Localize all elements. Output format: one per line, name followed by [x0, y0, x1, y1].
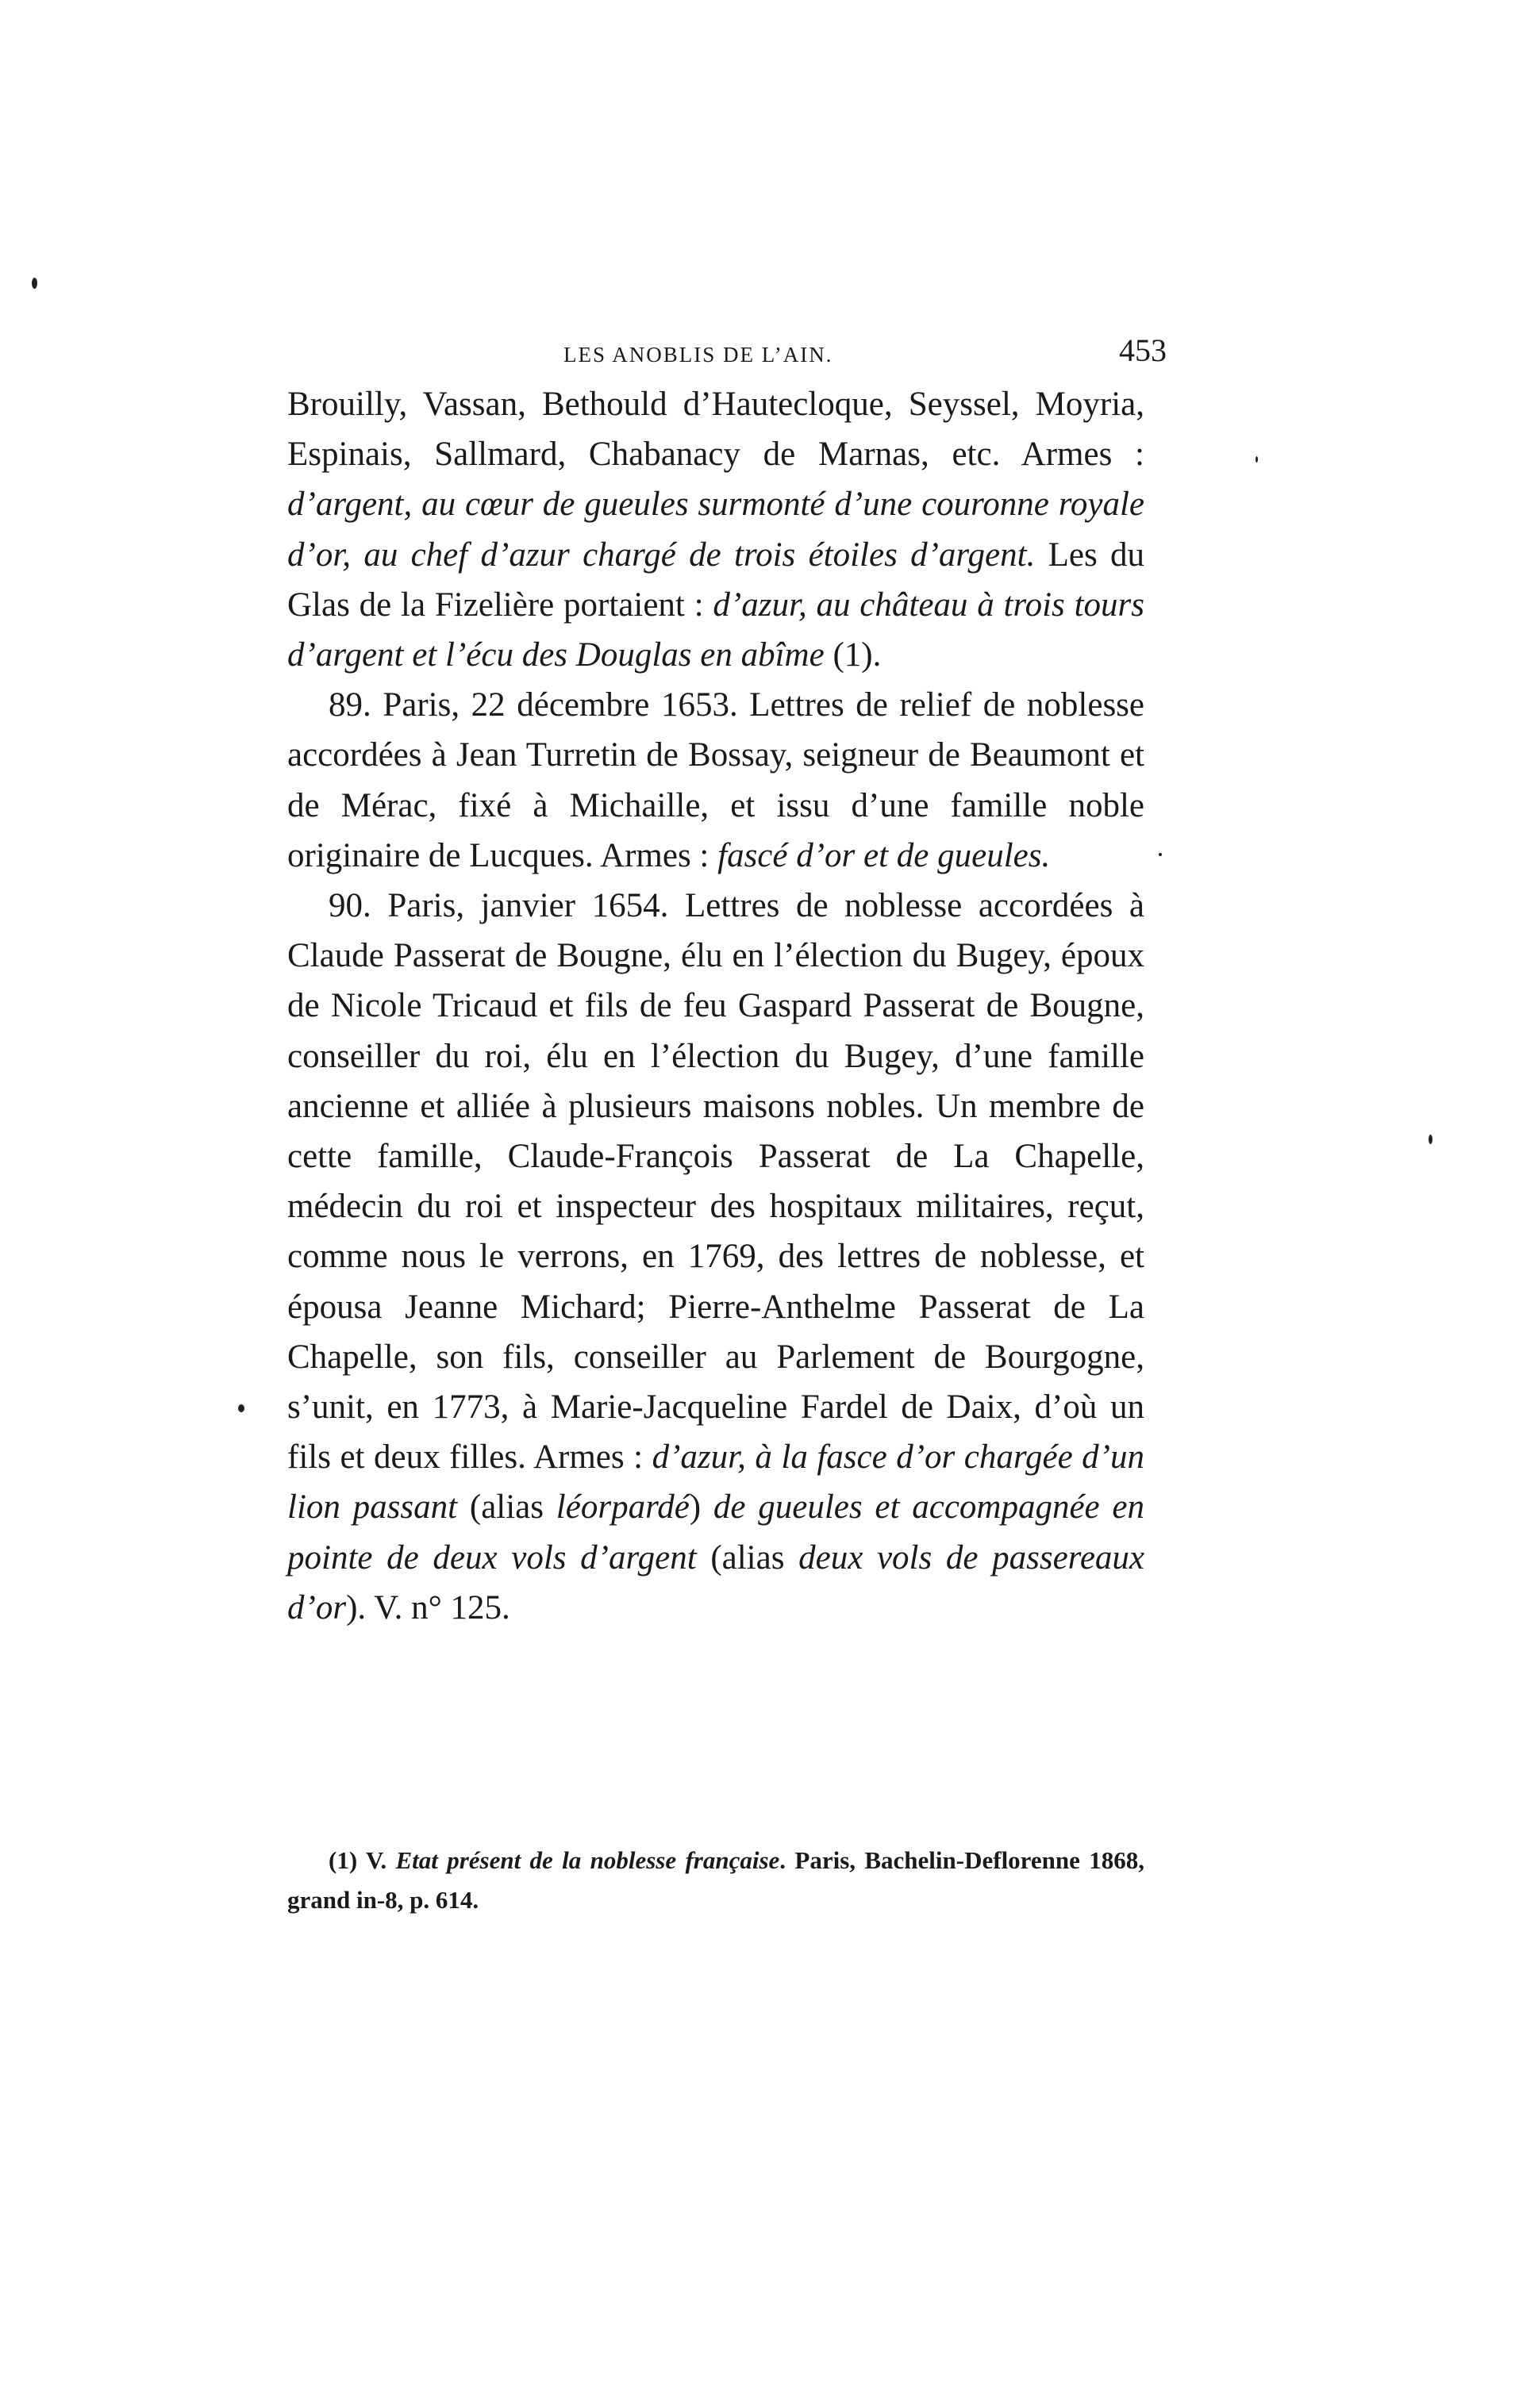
paragraph-90-blazon-d: léorpardé: [556, 1488, 690, 1527]
footnote-1: [287, 1841, 1144, 1920]
paragraph-1-blazon-a: d’argent, au cœur de gueules surmonté d’une couronne royale d’or, au chef d’azur chargé de trois étoiles d’argent.: [287, 486, 1144, 574]
scan-speck: [1159, 853, 1162, 856]
running-head: [286, 332, 1167, 379]
scan-speck: [32, 278, 37, 289]
page-number: 453: [1119, 332, 1167, 368]
paragraph-1-text-e: (1).: [824, 636, 882, 674]
paragraph-90: [287, 881, 1144, 1633]
paragraph-1-text-a: Brouilly, Vassan, Bethould d’Hautecloque, Seyssel, Moyria, Espinais, Sallmard, Chabanacy de Marnas, etc. Armes :: [287, 386, 1144, 474]
paragraph-1-text-c: Les du Glas de la Fizelière portaient :: [287, 536, 1144, 624]
scan-speck: [1256, 456, 1258, 463]
paragraph-89: [287, 680, 1144, 881]
paragraph-1-blazon-d: d’azur, au château à trois tours d’argent et l’écu des Douglas en abîme: [287, 586, 1144, 674]
paragraph-90-text-g: (alias: [696, 1538, 799, 1577]
paragraph-89-blazon: fascé d’or et de gueules.: [717, 836, 1051, 874]
running-title: LES ANOBLIS DE L’AIN.: [563, 343, 833, 367]
paragraph-90-blazon-h: deux vols de passereaux d’or: [287, 1538, 1144, 1626]
footnote-work-title: Etat présent de la noblesse française: [395, 1846, 780, 1874]
paragraph-continuation: [287, 379, 1144, 680]
footnote-text-a: (1) V.: [329, 1846, 396, 1874]
paragraph-90-text-e: ): [689, 1488, 713, 1527]
paragraph-90-text-a: 90. Paris, janvier 1654. Lettres de noblesse accordées à Claude Passerat de Bougne, élu en l’élection du Bugey, époux de Nicole Tricaud et fils de feu Gaspard Passerat de Bougne, conseiller du roi, élu en l’élection du Bugey, d’une famille ancienne et alliée à plusieurs maisons nobles. Un membre de cette famille, Claude-François Passerat de La Chapelle, médecin du roi et inspecteur des hospitaux militaires, reçut, comme nous le verrons, en 1769, des lettres de noblesse, et épousa Jeanne Michard; Pierre-Anthelme Passerat de La Chapelle, son fils, conseiller au Parlement de Bourgogne, s’unit, en 1773, à Marie-Jacqueline Fardel de Daix, d’où un fils et deux filles. Armes :: [287, 887, 1144, 1477]
footnote-text-c: . Paris, Bachelin-Deflorenne 1868, grand in-8, p. 614.: [287, 1846, 1144, 1914]
paragraph-90-blazon-b: d’azur, à la fasce d’or chargée d’un lion passant: [287, 1438, 1144, 1527]
scan-speck: [1429, 1135, 1432, 1144]
paragraph-89-text: 89. Paris, 22 décembre 1653. Lettres de relief de noblesse accordées à Jean Turretin de Bossay, seigneur de Beaumont et de Mérac, fixé à Michaille, et issu d’une famille noble originaire de Lucques. Armes :: [287, 686, 1144, 874]
paragraph-90-text-i: ). V. n° 125.: [346, 1588, 510, 1626]
paragraph-90-blazon-f: de gueules et accompagnée en pointe de deux vols d’argent: [287, 1488, 1144, 1577]
paragraph-90-text-c: (alias: [457, 1488, 556, 1527]
scan-speck: [238, 1404, 244, 1412]
main-text: [287, 379, 1144, 1633]
footnote: [287, 1841, 1144, 1920]
